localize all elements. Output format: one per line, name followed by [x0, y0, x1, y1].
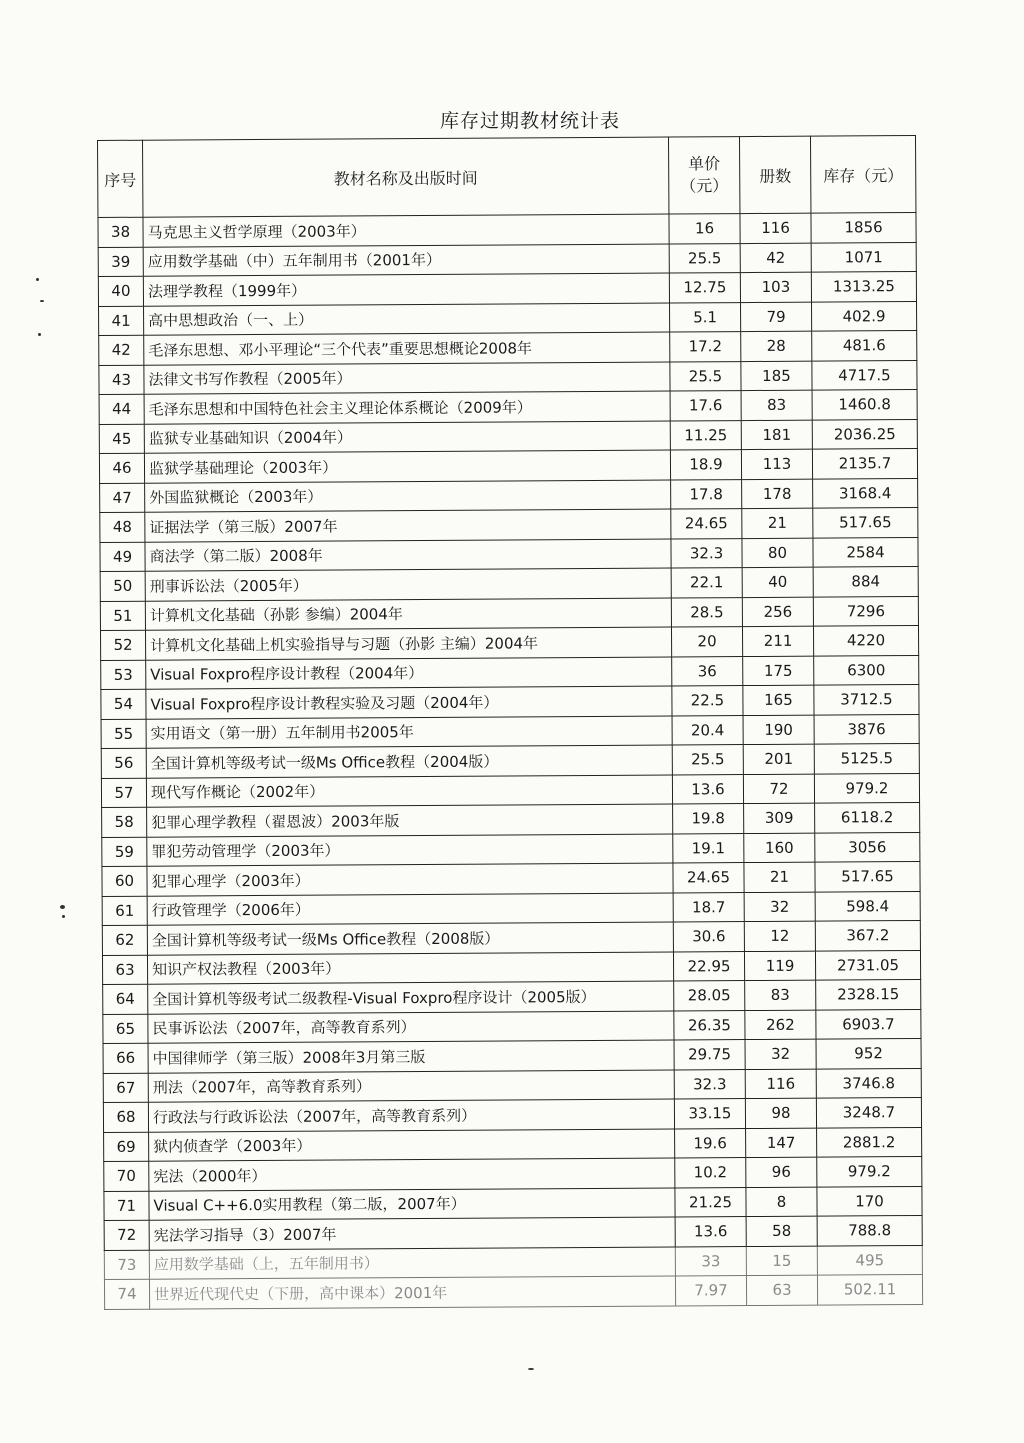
textbook-name: 全国计算机等级考试一级Ms Office教程（2004版）	[146, 745, 672, 778]
row-number: 45	[99, 424, 144, 454]
stock-value: 517.65	[815, 861, 920, 891]
quantity: 160	[744, 833, 815, 863]
quantity: 113	[741, 449, 812, 479]
quantity: 32	[745, 1039, 816, 1069]
unit-price: 18.7	[673, 892, 744, 922]
page-title: 库存过期教材统计表	[439, 110, 620, 132]
textbook-name: 外国监狱概论（2003年）	[145, 480, 671, 513]
quantity: 185	[741, 361, 812, 391]
unit-price: 25.5	[669, 243, 740, 273]
row-number: 68	[103, 1102, 148, 1132]
unit-price: 33	[675, 1246, 746, 1276]
textbook-name: 证据法学（第三版）2007年	[145, 509, 671, 542]
unit-price: 22.5	[672, 686, 743, 716]
row-number: 70	[104, 1161, 149, 1191]
quantity: 21	[744, 862, 815, 892]
quantity: 15	[746, 1246, 817, 1276]
quantity: 83	[745, 980, 816, 1010]
unit-price: 19.6	[675, 1128, 746, 1158]
row-number: 67	[103, 1073, 148, 1103]
row-number: 58	[102, 807, 147, 837]
unit-price: 22.1	[671, 568, 742, 598]
textbook-name: 法理学教程（1999年）	[143, 273, 669, 306]
table-row	[104, 1274, 922, 1308]
textbook-name: 宪法（2000年）	[149, 1158, 675, 1191]
textbook-name: 实用语文（第一册）五年制用书2005年	[146, 715, 672, 748]
stock-value: 5125.5	[814, 743, 919, 773]
textbook-name: 犯罪心理学教程（翟恩波）2003年版	[147, 804, 673, 837]
unit-price: 28.5	[671, 597, 742, 627]
quantity: 96	[746, 1157, 817, 1187]
textbook-name: 毛泽东思想和中国特色社会主义理论体系概论（2009年）	[144, 391, 670, 424]
row-number: 59	[102, 837, 147, 867]
stock-value: 3248.7	[816, 1097, 921, 1127]
textbook-name: 监狱学基础理论（2003年）	[144, 450, 670, 483]
unit-price: 20	[671, 627, 742, 657]
row-number: 71	[104, 1191, 149, 1221]
unit-price: 13.6	[675, 1217, 746, 1247]
stock-value: 3056	[815, 832, 920, 862]
row-number: 46	[99, 453, 144, 483]
stock-value: 2881.2	[817, 1127, 922, 1157]
row-number: 62	[102, 925, 147, 955]
unit-price: 17.6	[670, 391, 741, 421]
unit-price: 25.5	[670, 361, 741, 391]
textbook-name: 毛泽东思想、邓小平理论“三个代表”重要思想概论2008年	[144, 332, 670, 365]
quantity: 12	[744, 921, 815, 951]
row-number: 74	[104, 1279, 149, 1309]
textbook-name: Visual C++6.0实用教程（第二版，2007年）	[149, 1187, 675, 1220]
textbook-name: 计算机文化基础上机实验指导与习题（孙影 主编）2004年	[145, 627, 671, 660]
scan-speck	[36, 278, 39, 281]
stock-value: 3876	[814, 714, 919, 744]
stock-value: 3712.5	[814, 684, 919, 714]
textbook-name: 行政管理学（2006年）	[147, 892, 673, 925]
textbook-name: 高中思想政治（一、上）	[144, 303, 670, 336]
textbook-name: 应用数学基础（中）五年制用书（2001年）	[143, 244, 669, 277]
textbook-name: 应用数学基础（上，五年制用书）	[149, 1246, 675, 1279]
stock-value: 884	[813, 566, 918, 596]
header-stock: 库存（元）	[810, 136, 915, 214]
quantity: 147	[746, 1128, 817, 1158]
stock-value: 1856	[811, 212, 916, 242]
stock-value: 2135.7	[812, 448, 917, 478]
row-number: 54	[101, 689, 146, 719]
row-number: 53	[101, 660, 146, 690]
quantity: 165	[743, 685, 814, 715]
scan-speck	[60, 905, 65, 909]
textbook-name: 监狱专业基础知识（2004年）	[144, 421, 670, 454]
unit-price: 18.9	[670, 450, 741, 480]
quantity: 98	[745, 1098, 816, 1128]
unit-price: 19.1	[673, 833, 744, 863]
row-number: 40	[98, 276, 143, 306]
row-number: 50	[100, 571, 145, 601]
row-number: 73	[104, 1250, 149, 1280]
quantity: 256	[742, 597, 813, 627]
stock-value: 1460.8	[812, 389, 917, 419]
stock-value: 979.2	[817, 1156, 922, 1186]
unit-price: 25.5	[672, 745, 743, 775]
row-number: 66	[103, 1043, 148, 1073]
quantity: 201	[743, 744, 814, 774]
header-price: 单价（元）	[668, 137, 739, 214]
quantity: 119	[744, 951, 815, 981]
quantity: 42	[740, 243, 811, 273]
textbook-name: 计算机文化基础（孙影 参编）2004年	[145, 598, 671, 631]
quantity: 181	[741, 420, 812, 450]
textbook-name: Visual Foxpro程序设计教程实验及习题（2004年）	[146, 686, 672, 719]
stock-value: 3168.4	[813, 478, 918, 508]
unit-price: 36	[672, 656, 743, 686]
stock-value: 7296	[813, 596, 918, 626]
row-number: 63	[102, 955, 147, 985]
stock-value: 6118.2	[815, 802, 920, 832]
stock-value: 2584	[813, 537, 918, 567]
row-number: 55	[101, 719, 146, 749]
row-number: 38	[98, 217, 143, 247]
textbook-name: 世界近代现代史（下册，高中课本）2001年	[149, 1276, 675, 1309]
row-number: 64	[103, 984, 148, 1014]
unit-price: 24.65	[673, 863, 744, 893]
stock-value: 6903.7	[816, 1009, 921, 1039]
stock-value: 402.9	[812, 301, 917, 331]
stock-value: 2328.15	[816, 979, 921, 1009]
stock-value: 952	[816, 1038, 921, 1068]
row-number: 72	[104, 1220, 149, 1250]
unit-price: 33.15	[674, 1099, 745, 1129]
quantity: 103	[740, 272, 811, 302]
row-number: 43	[99, 365, 144, 395]
row-number: 42	[99, 335, 144, 365]
unit-price: 20.4	[672, 715, 743, 745]
stock-value: 4220	[813, 625, 918, 655]
row-number: 65	[103, 1014, 148, 1044]
row-number: 47	[100, 483, 145, 513]
stock-value: 2731.05	[815, 950, 920, 980]
unit-price: 32.3	[671, 538, 742, 568]
quantity: 40	[742, 567, 813, 597]
header-name: 教材名称及出版时间	[143, 137, 669, 217]
stock-value: 517.65	[813, 507, 918, 537]
row-number: 39	[98, 247, 143, 277]
textbook-name: Visual Foxpro程序设计教程（2004年）	[146, 656, 672, 689]
header-no: 序号	[98, 140, 143, 217]
row-number: 44	[99, 394, 144, 424]
textbook-name: 民事诉讼法（2007年，高等教育系列）	[148, 1010, 674, 1043]
row-number: 69	[104, 1132, 149, 1162]
row-number: 48	[100, 512, 145, 542]
textbook-name: 罪犯劳动管理学（2003年）	[147, 833, 673, 866]
unit-price: 28.05	[674, 981, 745, 1011]
quantity: 21	[742, 508, 813, 538]
stock-value: 4717.5	[812, 360, 917, 390]
unit-price: 29.75	[674, 1040, 745, 1070]
unit-price: 17.2	[670, 332, 741, 362]
stock-value: 1313.25	[811, 271, 916, 301]
quantity: 190	[743, 715, 814, 745]
scan-speck	[62, 915, 65, 918]
row-number: 61	[102, 896, 147, 926]
quantity: 178	[742, 479, 813, 509]
textbook-name: 中国律师学（第三版）2008年3月第三版	[148, 1040, 674, 1073]
quantity: 58	[746, 1216, 817, 1246]
stock-value: 598.4	[815, 891, 920, 921]
stock-value: 502.11	[817, 1274, 922, 1304]
quantity: 8	[746, 1187, 817, 1217]
stock-value: 6300	[814, 655, 919, 685]
scan-speck	[40, 300, 44, 302]
quantity: 116	[740, 213, 811, 243]
unit-price: 12.75	[669, 273, 740, 303]
quantity: 79	[741, 302, 812, 332]
unit-price: 24.65	[671, 509, 742, 539]
stock-value: 1071	[811, 242, 916, 272]
unit-price: 5.1	[670, 302, 741, 332]
textbook-name: 刑法（2007年，高等教育系列）	[148, 1069, 674, 1102]
textbook-name: 行政法与行政诉讼法（2007年，高等教育系列）	[148, 1099, 674, 1132]
unit-price: 11.25	[670, 420, 741, 450]
unit-price: 19.8	[673, 804, 744, 834]
quantity: 262	[745, 1010, 816, 1040]
quantity: 116	[745, 1069, 816, 1099]
stock-value: 495	[817, 1245, 922, 1275]
textbook-name: 刑事诉讼法（2005年）	[145, 568, 671, 601]
textbook-name: 狱内侦查学（2003年）	[149, 1128, 675, 1161]
textbook-name: 知识产权法教程（2003年）	[147, 951, 673, 984]
unit-price: 26.35	[674, 1010, 745, 1040]
quantity: 80	[742, 538, 813, 568]
quantity: 309	[744, 803, 815, 833]
row-number: 49	[100, 542, 145, 572]
unit-price: 32.3	[674, 1069, 745, 1099]
textbook-name: 商法学（第二版）2008年	[145, 539, 671, 572]
quantity: 72	[743, 774, 814, 804]
unit-price: 30.6	[673, 922, 744, 952]
row-number: 57	[101, 778, 146, 808]
inventory-table	[97, 135, 923, 1309]
quantity: 32	[744, 892, 815, 922]
row-number: 51	[100, 601, 145, 631]
unit-price: 21.25	[675, 1187, 746, 1217]
row-number: 60	[102, 866, 147, 896]
textbook-name: 现代写作概论（2002年）	[146, 774, 672, 807]
stock-value: 3746.8	[816, 1068, 921, 1098]
unit-price: 13.6	[672, 774, 743, 804]
quantity: 28	[741, 331, 812, 361]
stock-value: 170	[817, 1186, 922, 1216]
row-number: 56	[101, 748, 146, 778]
stock-value: 481.6	[812, 330, 917, 360]
header-row	[98, 136, 916, 218]
quantity: 83	[741, 390, 812, 420]
stock-value: 788.8	[817, 1215, 922, 1245]
quantity: 175	[743, 656, 814, 686]
stock-value: 367.2	[815, 920, 920, 950]
stock-value: 979.2	[814, 773, 919, 803]
textbook-name: 宪法学习指导（3）2007年	[149, 1217, 675, 1250]
unit-price: 17.8	[671, 479, 742, 509]
textbook-name: 法律文书写作教程（2005年）	[144, 362, 670, 395]
unit-price: 7.97	[675, 1276, 746, 1306]
textbook-name: 马克思主义哲学原理（2003年）	[143, 214, 669, 247]
textbook-name: 全国计算机等级考试一级Ms Office教程（2008版）	[147, 922, 673, 955]
unit-price: 10.2	[675, 1158, 746, 1188]
row-number: 52	[100, 630, 145, 660]
scan-speck	[528, 1368, 534, 1370]
scan-speck	[38, 333, 41, 336]
quantity: 211	[742, 626, 813, 656]
unit-price: 16	[669, 214, 740, 244]
textbook-name: 全国计算机等级考试二级教程-Visual Foxpro程序设计（2005版）	[148, 981, 674, 1014]
quantity: 63	[746, 1275, 817, 1305]
unit-price: 22.95	[673, 951, 744, 981]
stock-value: 2036.25	[812, 419, 917, 449]
header-qty: 册数	[739, 136, 810, 213]
row-number: 41	[99, 306, 144, 336]
textbook-name: 犯罪心理学（2003年）	[147, 863, 673, 896]
